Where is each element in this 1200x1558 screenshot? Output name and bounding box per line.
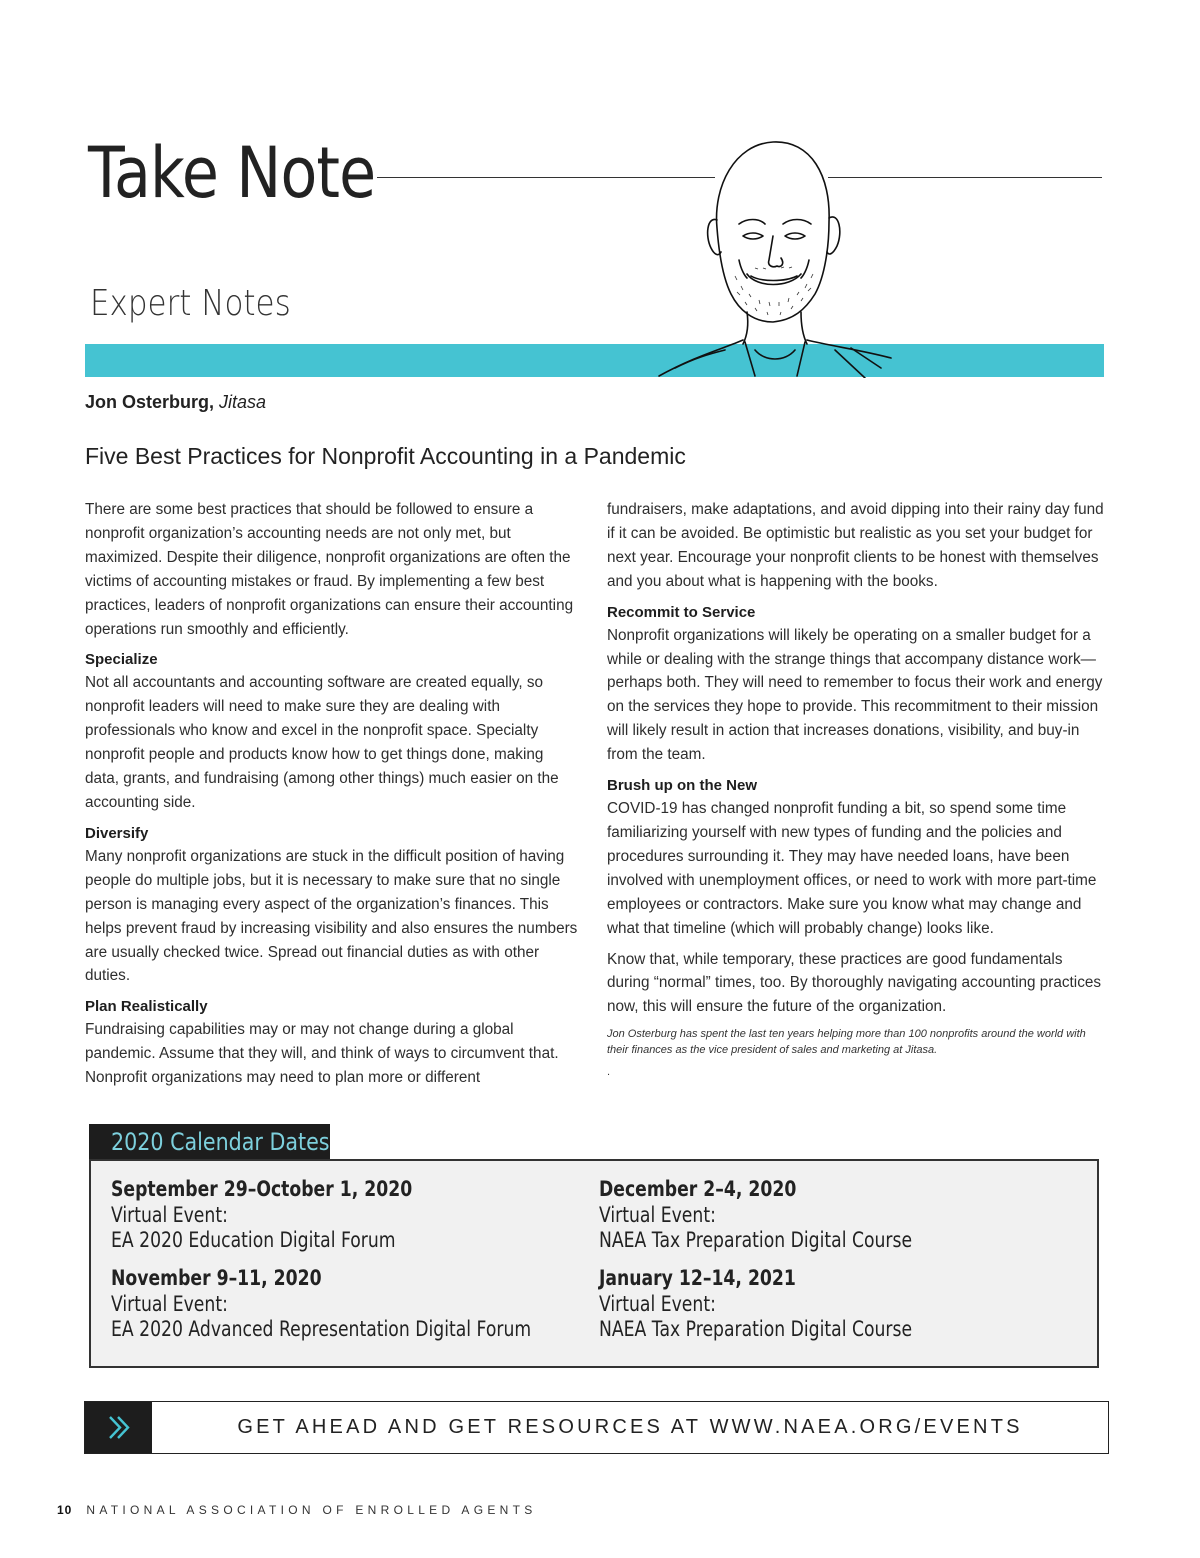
author-name: Jon Osterburg,: [85, 392, 215, 412]
section-subtitle: Expert Notes: [90, 283, 291, 324]
calendar-title: 2020 Calendar Dates: [111, 1128, 330, 1156]
calendar-event: [111, 1177, 571, 1254]
author-byline: [85, 392, 266, 413]
section-body: Not all accountants and accounting software are created equally, so nonprofit leaders will need to make sure they are dealing with professionals who know and excel in the nonprofit space. Specialty nonprofit people and products know how to get things done, making data, grants, and fundraising (among other things) much easier on the accounting side.: [85, 674, 559, 811]
section-heading: Plan Realistically: [85, 998, 208, 1016]
double-chevron-right-icon: [85, 1402, 152, 1453]
article-intro: There are some best practices that should be followed to ensure a nonprofit organization’s accounting needs are not only met, but maximized. Despite their diligence, nonprofit organizations are often the victims of accounting mistakes or fraud. By implementing a few best practices, leaders of nonprofit organizations can ensure their accounting operations run smoothly and efficiently.: [85, 501, 574, 638]
article-column-left: [85, 498, 580, 1097]
author-company: Jitasa: [219, 392, 267, 412]
calendar-box: [89, 1159, 1099, 1368]
calendar-event: [599, 1177, 1059, 1254]
event-name: NAEA Tax Preparation Digital Course: [599, 1228, 913, 1252]
page-footer: [57, 1503, 537, 1517]
page-title: Take Note: [88, 132, 376, 214]
author-portrait-sketch: [655, 136, 895, 378]
publication-name: NATIONAL ASSOCIATION OF ENROLLED AGENTS: [86, 1503, 537, 1517]
event-type: Virtual Event:: [111, 1291, 228, 1316]
calendar-tab: [89, 1124, 330, 1160]
event-name: EA 2020 Advanced Representation Digital Forum: [111, 1317, 532, 1341]
section-heading: Recommit to Service: [607, 603, 756, 621]
section-heading: Brush up on the New: [607, 777, 757, 795]
section-body: COVID-19 has changed nonprofit funding a bit, so spend some time familiarizing yourself with new types of funding and the policies and procedures surrounding it. They may have needed loans, have been involved with unemployment offices, or need to work with more part-time employees or contractors. Make sure you know what may change and what that timeline (which will probably change) looks like.: [607, 800, 1097, 937]
calendar-event: [599, 1266, 1059, 1343]
section-heading: Specialize: [85, 651, 158, 669]
calendar-event: [111, 1266, 571, 1343]
event-name: NAEA Tax Preparation Digital Course: [599, 1317, 913, 1341]
section-body: Nonprofit organizations will likely be operating on a smaller budget for a while or dealing with the strange things that accompany distance work—perhaps both. They will need to remember to focus their work and energy on the services they hope to provide. This recommitment to their mission will likely result in action that increases donations, visibility, and buy-in from the team.: [607, 626, 1103, 764]
bio-trailer: .: [607, 1066, 611, 1079]
article-column-right: [607, 498, 1107, 1080]
event-type: Virtual Event:: [111, 1202, 228, 1227]
event-type: Virtual Event:: [599, 1291, 716, 1316]
events-cta-bar[interactable]: [84, 1401, 1109, 1454]
page-number: 10: [57, 1503, 73, 1517]
event-type: Virtual Event:: [599, 1202, 716, 1227]
author-bio: Jon Osterburg has spent the last ten years helping more than 100 nonprofits around the world with their finances as the vice president of sales and marketing at Jitasa.: [607, 1028, 1086, 1057]
event-name: EA 2020 Education Digital Forum: [111, 1228, 396, 1252]
article-title: Five Best Practices for Nonprofit Accounting in a Pandemic: [85, 443, 686, 469]
teal-accent-band: [85, 344, 1104, 377]
events-cta-link[interactable]: GET AHEAD AND GET RESOURCES AT WWW.NAEA.ORG/EVENTS: [237, 1416, 1023, 1438]
event-date: November 9–11, 2020: [111, 1266, 322, 1290]
event-date: September 29–October 1, 2020: [111, 1177, 413, 1201]
section-body: Fundraising capabilities may or may not change during a global pandemic. Assume that they will, and think of ways to circumvent that. Nonprofit organizations may need to plan more or different: [85, 1021, 559, 1087]
section-body: Many nonprofit organizations are stuck in the difficult position of having people do multiple jobs, but it is necessary to make sure that no single person is managing every aspect of the organization’s finances. This helps prevent fraud by increasing visibility and also ensures the numbers are usually checked twice. Spread out financial duties as with other duties.: [85, 847, 578, 985]
event-date: January 12–14, 2021: [599, 1266, 796, 1290]
article-conclusion: Know that, while temporary, these practices are good fundamentals during “normal” times, too. By thoroughly navigating accounting practices now, this will ensure the future of the organization.: [607, 950, 1102, 1016]
event-date: December 2–4, 2020: [599, 1177, 797, 1201]
section-heading: Diversify: [85, 824, 149, 842]
section-body-continued: fundraisers, make adaptations, and avoid dipping into their rainy day fund if it can be avoided. Be optimistic but realistic as you set your budget for next year. Encourage your nonprofit clients to be honest with themselves and you about what is happening with the books.: [607, 501, 1104, 590]
